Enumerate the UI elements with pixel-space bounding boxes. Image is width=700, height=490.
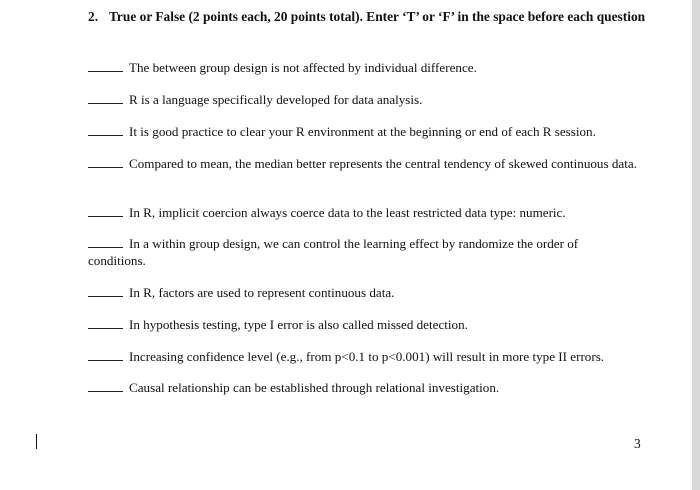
question-item — [88, 316, 658, 334]
question-item — [88, 284, 658, 302]
page-number: 3 — [634, 436, 641, 451]
question-item — [88, 235, 618, 269]
answer-blank[interactable] — [88, 155, 123, 168]
answer-blank[interactable] — [88, 123, 123, 136]
question-text: In R, implicit coercion always coerce data to the least restricted data type: numeric. — [129, 205, 566, 220]
question-text: In R, factors are used to represent continuous data. — [129, 285, 395, 300]
answer-blank[interactable] — [88, 284, 123, 297]
question-text: The between group design is not affected by individual difference. — [129, 60, 477, 75]
answer-blank[interactable] — [88, 379, 123, 392]
question-text: It is good practice to clear your R environment at the beginning or end of each R session. — [129, 124, 596, 139]
question-text: In hypothesis testing, type I error is also called missed detection. — [129, 317, 468, 332]
answer-blank[interactable] — [88, 59, 123, 72]
section-title: True or False (2 points each, 20 points total). Enter ‘T’ or ‘F’ in the space before each question — [109, 9, 646, 24]
question-text: Compared to mean, the median better represents the central tendency of skewed continuous data. — [129, 156, 637, 171]
question-number: 2. — [88, 9, 99, 24]
page-edge — [692, 0, 700, 490]
answer-blank[interactable] — [88, 235, 123, 248]
question-item — [88, 59, 658, 77]
text-cursor — [36, 434, 37, 449]
answer-blank[interactable] — [88, 348, 123, 361]
question-item — [88, 91, 658, 109]
answer-blank[interactable] — [88, 91, 123, 104]
section-heading — [88, 9, 648, 26]
question-text: R is a language specifically developed for data analysis. — [129, 92, 423, 107]
question-text: Causal relationship can be established through relational investigation. — [129, 380, 500, 395]
question-item — [88, 155, 644, 173]
question-text: In a within group design, we can control the learning effect by randomize the order of conditions. — [88, 236, 579, 268]
answer-blank[interactable] — [88, 316, 123, 329]
question-item — [88, 204, 658, 222]
answer-blank[interactable] — [88, 204, 123, 217]
question-item — [88, 348, 658, 366]
question-item — [88, 379, 658, 397]
question-item — [88, 123, 658, 141]
question-text: Increasing confidence level (e.g., from p<0.1 to p<0.001) will result in more type II errors. — [129, 349, 605, 364]
